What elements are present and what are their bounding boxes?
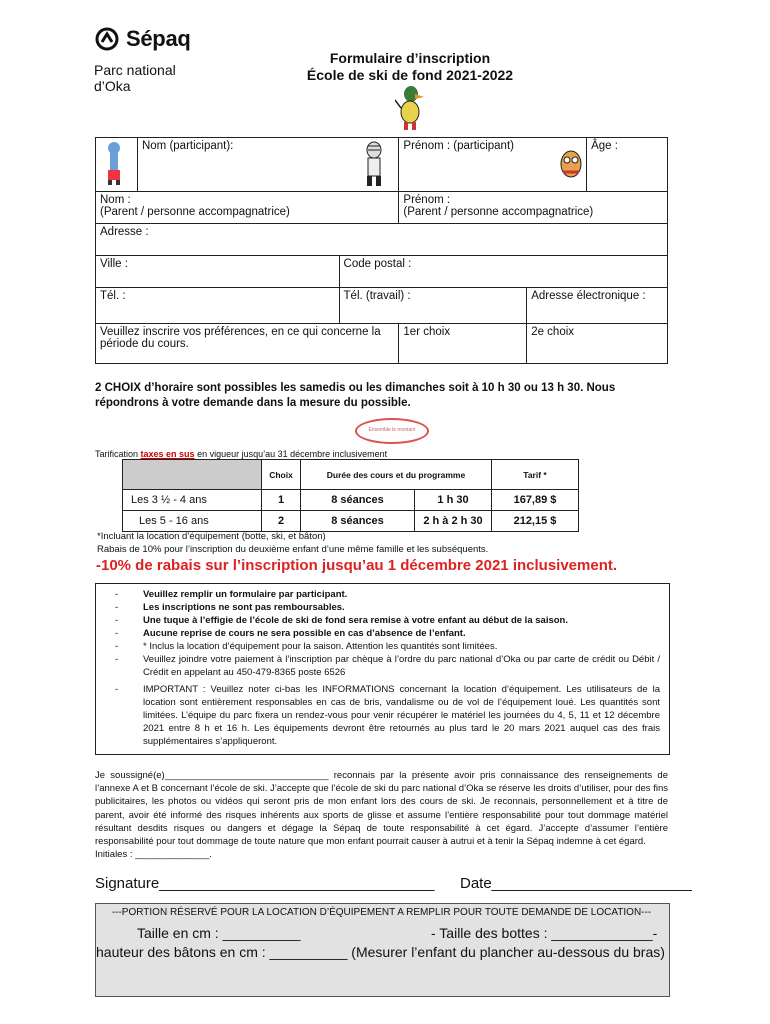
age-label: Âge :: [591, 140, 618, 152]
tarif-suffix: en vigueur jusqu’au 31 décembre inclusivement: [194, 449, 388, 459]
consent-text: Je soussigné(e)_______________________________ reconnais par la présente avoir pris connaissance des renseignements de l’annexe A et B concernant l’école de ski. J’accepte que l’école de ski du parc national d’Oka se réserve les droits d’utiliser, pour des fins publicitaires, les photos ou vidéos qui seront pris de mon enfant lors des cours de ski. Je reconnais, personnellement et à titre de parent, avoir été informé des risques inhérents aux sports de glisse et assume l’entière responsabilité pour tout dommage matériel résultant desdits risques ou dangers et dégage la Sépaq de toute responsabilité à cet égard. J’accepte d’assumer l’entière responsabilité pour tout dommage de toute nature que mon enfant pourrait causer à autrui et à tenir la Sépaq indemne à cet égard.: [95, 770, 668, 848]
tel-label: Tél. :: [100, 290, 126, 302]
giraffe-mascot-icon: [100, 140, 128, 186]
list-item-text: Veuillez joindre votre paiement à l’inscription par chèque à l’ordre du parc national d’Oka ou par carte de crédit ou Débit / Crédit en appelant au 450-479-8365 poste 6526: [143, 654, 660, 678]
price-table: [122, 459, 579, 532]
nom-participant-label: Nom (participant):: [141, 140, 234, 152]
signature-field[interactable]: Signature_________________________________: [95, 875, 435, 892]
price-row1-tarif: 167,89 $: [492, 490, 579, 511]
nom-parent-label: Nom :: [100, 194, 131, 206]
ville-field[interactable]: [96, 256, 340, 288]
hauteur-field[interactable]: hauteur des bâtons en cm : __________ (Mesurer l’enfant du plancher au-dessous du bras): [96, 944, 665, 960]
location-note: *Incluant la location d’équipement (botte, ski, et bâton): [97, 531, 326, 542]
consent-paragraph: [95, 769, 668, 861]
adresse-label: Adresse :: [100, 226, 149, 238]
brand-name: Sépaq: [126, 26, 191, 51]
prenom-participant-label: Prénom : (participant): [403, 140, 514, 152]
list-item-text: Les inscriptions ne sont pas remboursables.: [143, 602, 345, 613]
park-name-2: d’Oka: [94, 78, 131, 94]
prenom-parent-field[interactable]: [399, 192, 668, 224]
price-row1-choix: 1: [262, 490, 301, 511]
list-item: - Les inscriptions ne sont pas remboursables.: [115, 601, 660, 614]
list-item: - Aucune reprise de cours ne sera possible en cas d’absence de l’enfant.: [115, 627, 660, 640]
sepaq-logo: [94, 26, 214, 94]
adresse-field[interactable]: [96, 224, 668, 256]
price-row1-age: Les 3 ½ - 4 ans: [123, 490, 262, 511]
list-item-text: Une tuque à l’effigie de l’école de ski de fond sera remise à votre enfant au début de la saison.: [143, 615, 568, 626]
price-row2-choix: 2: [262, 511, 301, 532]
list-item-text: * Inclus la location d’équipement pour la saison. Attention les quantités sont limitées.: [143, 641, 498, 652]
zebra-mascot-icon: [357, 140, 391, 188]
promo-note: -10% de rabais sur l’inscription jusqu’au 1 décembre 2021 inclusivement.: [96, 557, 618, 574]
code-postal-label: Code postal :: [343, 258, 412, 270]
price-row2-duree: 2 h à 2 h 30: [415, 511, 492, 532]
list-item-text: Veuillez remplir un formulaire par participant.: [143, 589, 348, 600]
rabais-note: Rabais de 10% pour l’inscription du deuxième enfant d’une même famille et les subséquents.: [97, 544, 489, 555]
price-row2-tarif: 212,15 $: [492, 511, 579, 532]
choix1-label: 1er choix: [403, 326, 451, 338]
price-header-empty: [123, 460, 262, 490]
park-name-1: Parc national: [94, 62, 176, 78]
nom-parent-sublabel: (Parent / personne accompagnatrice): [100, 206, 290, 218]
tarif-note: [95, 449, 387, 459]
choix1-field[interactable]: [399, 324, 527, 364]
mascot-cell-1: [96, 138, 138, 192]
conditions-list: [115, 588, 660, 748]
stamp-seal: Ensemble le montant: [355, 418, 429, 444]
price-row1-duree: 1 h 30: [415, 490, 492, 511]
list-item: - Une tuque à l’effigie de l’école de ski de fond sera remise à votre enfant au début de la saison.: [115, 614, 660, 627]
tarif-taxes: taxes en sus: [140, 449, 195, 459]
title-line-1: Formulaire d’inscription: [329, 50, 491, 66]
code-postal-field[interactable]: [339, 256, 667, 288]
price-row2-seances: 8 séances: [301, 511, 415, 532]
duck-mascot-icon: [395, 82, 425, 132]
registration-form: [95, 137, 668, 364]
list-item-text: Aucune reprise de cours ne sera possible en cas d’absence de l’enfant.: [143, 628, 466, 639]
owl-mascot-icon: [559, 148, 583, 180]
list-item: - Veuillez remplir un formulaire par participant.: [115, 588, 660, 601]
tel-travail-field[interactable]: [339, 288, 527, 324]
list-item: - * Inclus la location d’équipement pour la saison. Attention les quantités sont limitées.: [115, 640, 660, 653]
price-row2-age: Les 5 - 16 ans: [123, 511, 262, 532]
date-field[interactable]: Date________________________: [460, 875, 692, 892]
choix2-field[interactable]: [527, 324, 668, 364]
taille-field[interactable]: Taille en cm : __________: [137, 925, 301, 941]
price-header-duree: Durée des cours et du programme: [301, 460, 492, 490]
bottes-field[interactable]: - Taille des bottes : _____________-: [431, 925, 658, 941]
ville-label: Ville :: [100, 258, 128, 270]
price-row1-seances: 8 séances: [301, 490, 415, 511]
email-field[interactable]: [527, 288, 668, 324]
email-label: Adresse électronique :: [531, 290, 646, 302]
rental-heading: ---PORTION RÉSERVÉ POUR LA LOCATION D’ÉQUIPEMENT A REMPLIR POUR TOUTE DEMANDE DE LOCATION---: [111, 907, 652, 918]
horaire-note: 2 CHOIX d’horaire sont possibles les samedis ou les dimanches soit à 10 h 30 ou 13 h 30. Nous répondrons à votre demande dans la mesure du possible.: [95, 382, 616, 409]
price-header-choix: Choix: [262, 460, 301, 490]
preferences-cell: [96, 324, 399, 364]
tarif-prefix: Tarification: [95, 449, 141, 459]
prenom-parent-label: Prénom :: [403, 194, 451, 206]
initiales-field[interactable]: Initiales : ______________.: [95, 849, 212, 861]
list-item-text: IMPORTANT : Veuillez noter ci-bas les INFORMATIONS concernant la location d’équipement. Les utilisateurs de la location sont entièrement responsables en cas de bris, vandalisme ou de vol de l’équipement loué. Les quantités sont limitées. L’équipe du parc fixera un rendez-vous pour venir récupérer le matériel les journées du 4, 5, 11 et 12 décembre 2021 entre 8 h et 16 h. Les équipements devront être retournés au plus tard le 20 mars 2021 auquel cas des frais supplémentaires s’appliqueront.: [143, 684, 660, 747]
tel-travail-label: Tél. (travail) :: [343, 290, 411, 302]
prenom-parent-sublabel: (Parent / personne accompagnatrice): [403, 206, 594, 218]
list-item: - Veuillez joindre votre paiement à l’inscription par chèque à l’ordre du parc national d’Oka ou par carte de crédit ou Débit / Crédit en appelant au 450-479-8365 poste 6526: [115, 654, 660, 678]
preferences-label: Veuillez inscrire vos préférences, en ce qui concerne la période du cours.: [100, 326, 381, 350]
title-line-2: École de ski de fond 2021-2022: [306, 67, 514, 83]
age-field[interactable]: [587, 138, 668, 192]
choix2-label: 2e choix: [531, 326, 575, 338]
nom-parent-field[interactable]: [96, 192, 399, 224]
list-item: - IMPORTANT : Veuillez noter ci-bas les INFORMATIONS concernant la location d’équipement. Les utilisateurs de la location sont entièrement responsables en cas de bris, vandalisme ou de vol de l’équipement loué. Les quantités sont limitées. L’équipe du parc fixera un rendez-vous pour venir récupérer le matériel les journées du 4, 5, 11 et 12 décembre 2021 entre 8 h et 16 h. Les équipements devront être retournés au plus tard le 20 mars 2021 auquel cas des frais supplémentaires s’appliqueront.: [115, 684, 660, 747]
tel-field[interactable]: [96, 288, 340, 324]
price-header-tarif: Tarif *: [492, 460, 579, 490]
sepaq-mark-icon: [94, 26, 120, 52]
form-title: [260, 50, 560, 84]
